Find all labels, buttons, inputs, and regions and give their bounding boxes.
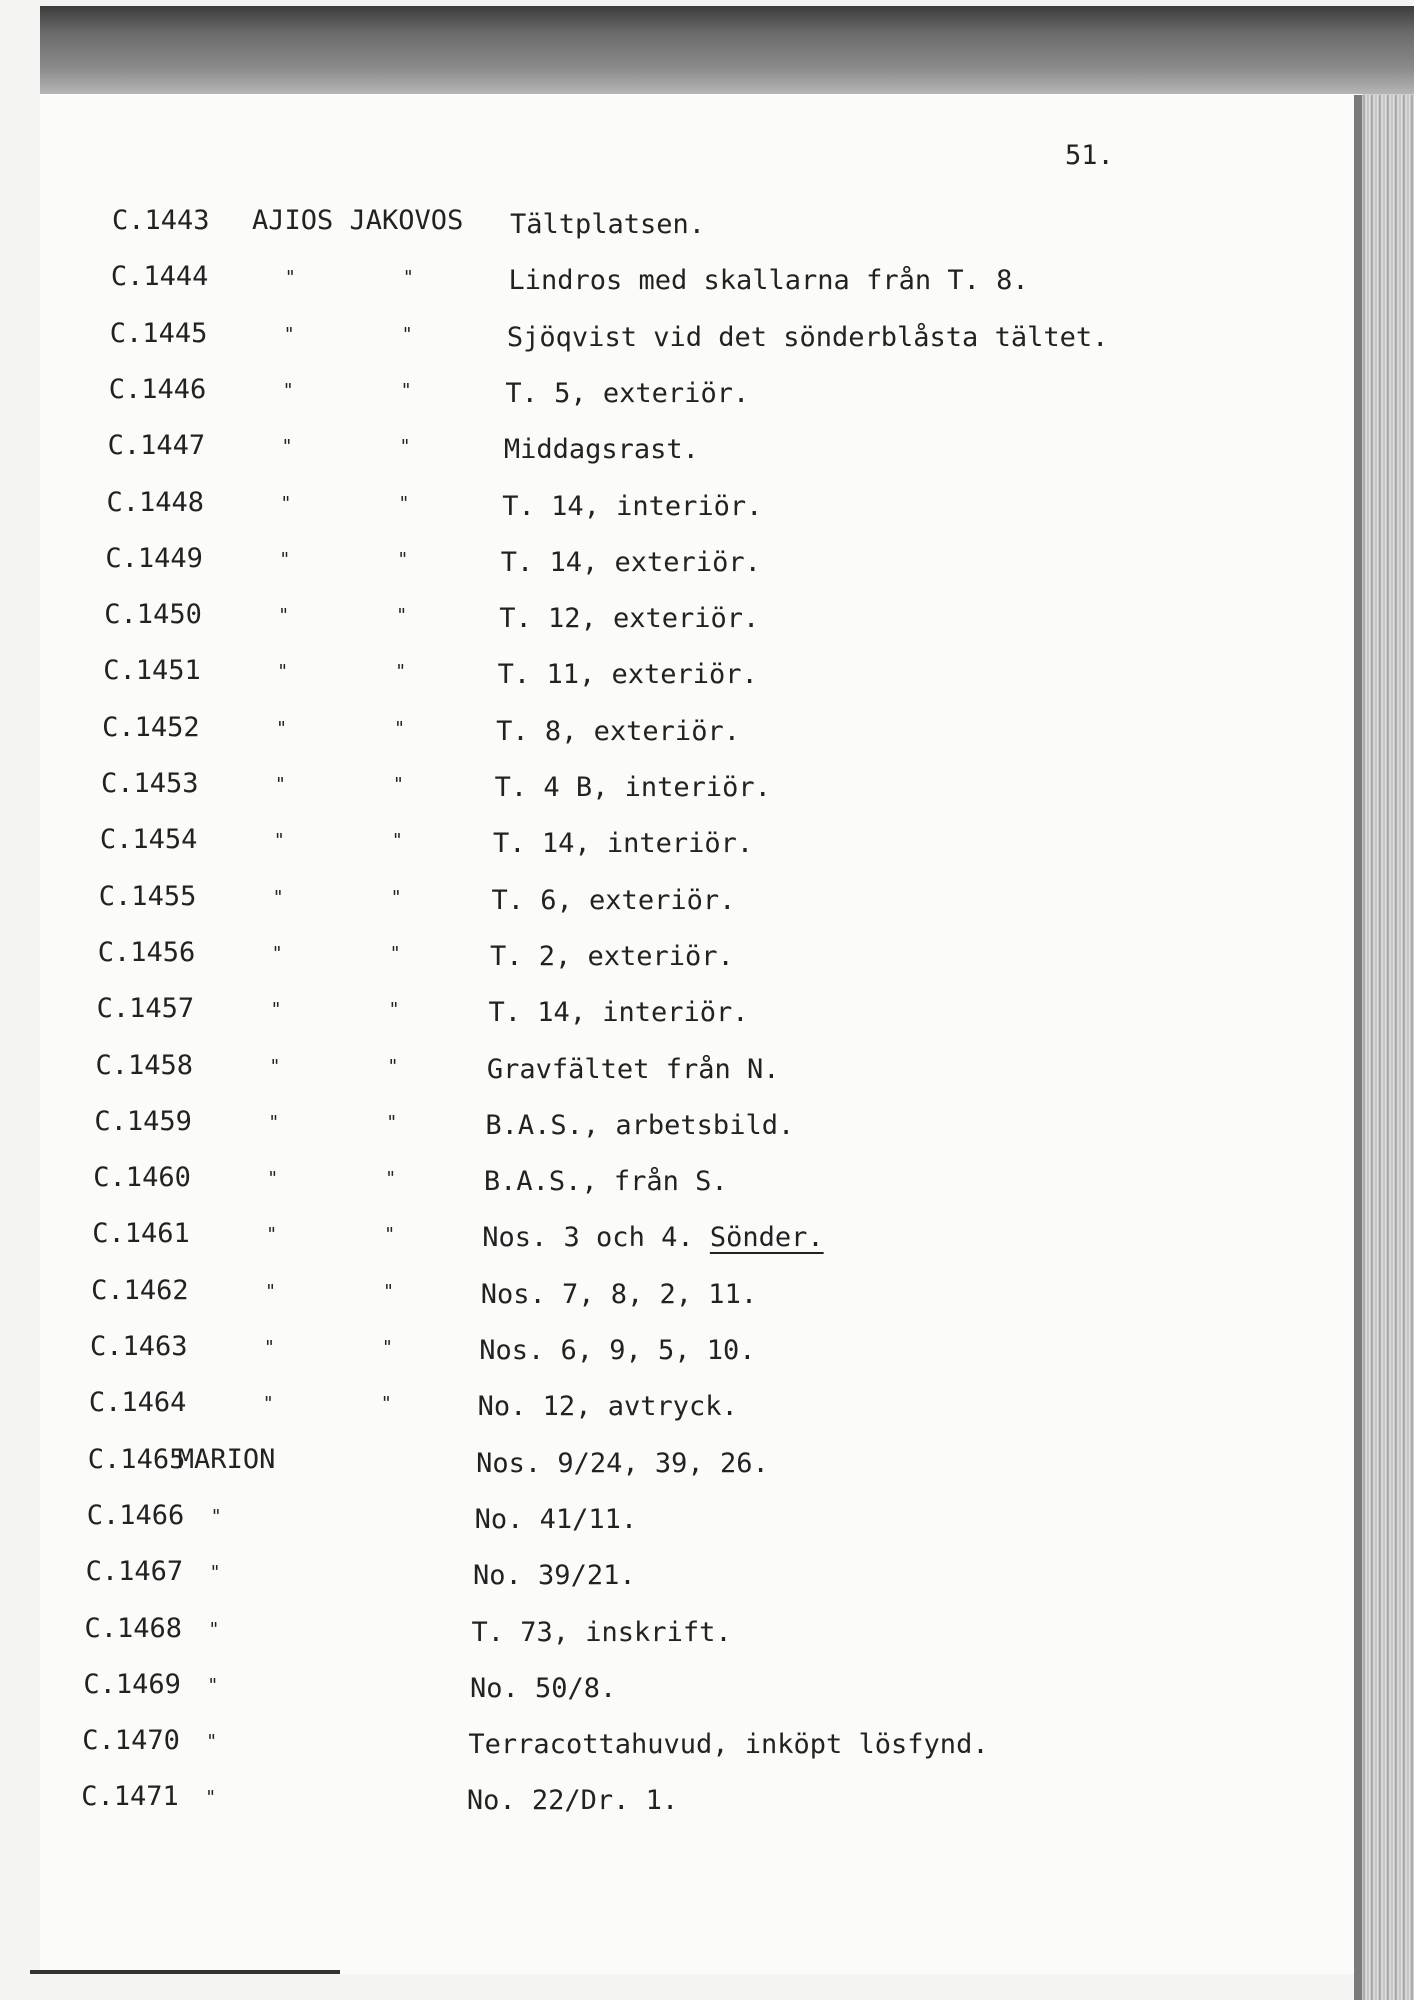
photo-description xyxy=(476,1448,769,1479)
description-text: Nos. 7, 8, 2, 11. xyxy=(480,1278,758,1310)
catalogue-number: C.1467 xyxy=(85,1556,184,1588)
ditto-mark: " xyxy=(264,1337,275,1358)
description-text: Tältplatsen. xyxy=(510,209,706,240)
photo-description xyxy=(504,434,699,465)
catalogue-row xyxy=(0,1781,1300,1821)
catalogue-number: C.1464 xyxy=(88,1387,187,1419)
description-text: T. 14, exteriör. xyxy=(500,546,761,578)
catalogue-number: C.1460 xyxy=(93,1162,191,1194)
description-text: T. 8, exteriör. xyxy=(496,715,740,747)
photo-description xyxy=(485,1110,794,1141)
catalogue-number: C.1461 xyxy=(92,1218,190,1250)
catalogue-number: C.1458 xyxy=(95,1049,194,1081)
catalogue-row xyxy=(0,768,1300,808)
catalogue-row xyxy=(0,543,1300,583)
catalogue-number: C.1454 xyxy=(99,824,198,856)
photo-description xyxy=(496,716,740,747)
catalogue-number: C.1445 xyxy=(109,317,208,349)
photo-description xyxy=(495,772,771,803)
description-text: T. 6, exteriör. xyxy=(491,884,736,916)
photo-description xyxy=(510,209,705,240)
photo-description xyxy=(482,1222,823,1253)
ditto-mark: " xyxy=(270,999,282,1021)
catalogue-row xyxy=(0,1725,1300,1765)
ditto-mark: " xyxy=(284,267,296,289)
ditto-mark: " xyxy=(279,548,291,570)
description-text: Nos. 9/24, 39, 26. xyxy=(476,1447,769,1479)
catalogue-number: C.1450 xyxy=(104,599,202,631)
ditto-mark: " xyxy=(399,436,411,458)
description-text: T. 14, interiör. xyxy=(488,997,749,1029)
photo-description xyxy=(490,941,734,972)
description-text: No. 50/8. xyxy=(469,1672,617,1704)
description-text: Nos. 6, 9, 5, 10. xyxy=(479,1335,756,1366)
catalogue-row xyxy=(0,1556,1300,1596)
catalogue-number: C.1469 xyxy=(83,1668,181,1700)
catalogue-number: C.1448 xyxy=(106,486,205,518)
catalogue-row xyxy=(0,881,1300,921)
catalogue-row xyxy=(0,430,1300,470)
catalogue-row xyxy=(0,655,1300,695)
catalogue-row xyxy=(0,937,1300,977)
description-text: Middagsrast. xyxy=(503,434,699,466)
ditto-mark: " xyxy=(276,717,287,739)
photo-description xyxy=(493,828,753,859)
ditto-mark: " xyxy=(401,323,413,345)
catalogue-number: C.1457 xyxy=(96,993,195,1025)
description-text: T. 4 B, interiör. xyxy=(494,772,771,803)
catalogue-number: C.1456 xyxy=(97,936,196,968)
ditto-mark: " xyxy=(395,661,407,683)
scan-right-edge xyxy=(1362,95,1414,2000)
catalogue-row xyxy=(0,318,1300,358)
description-text: Sjöqvist vid det sönderblåsta tältet. xyxy=(506,321,1109,353)
catalogue-number: C.1468 xyxy=(84,1612,183,1644)
page-number: 51. xyxy=(1065,140,1114,171)
ditto-mark: " xyxy=(210,1505,222,1527)
photo-description xyxy=(467,1785,678,1816)
ditto-mark: " xyxy=(278,605,290,627)
catalogue-number: C.1466 xyxy=(86,1499,185,1531)
ditto-mark: " xyxy=(273,830,285,852)
ditto-mark: " xyxy=(398,492,410,514)
catalogue-row xyxy=(0,487,1300,527)
catalogue-row xyxy=(0,1106,1300,1146)
catalogue-number: C.1449 xyxy=(105,542,203,574)
ditto-mark: " xyxy=(402,267,414,289)
catalogue-number: C.1443 xyxy=(112,205,210,236)
scan-bottom-edge xyxy=(30,1970,340,1974)
ditto-mark: " xyxy=(388,999,400,1021)
description-text: T. 5, exteriör. xyxy=(505,377,750,409)
photo-description xyxy=(478,1391,738,1422)
description-text: T. 14, interiör. xyxy=(502,490,763,522)
catalogue-row xyxy=(0,1500,1300,1540)
description-text: No. 22/Dr. 1. xyxy=(466,1785,679,1817)
photo-description xyxy=(470,1673,616,1704)
description-text: T. 12, exteriör. xyxy=(499,603,760,635)
photo-description xyxy=(501,547,761,578)
ditto-mark: " xyxy=(206,1731,218,1753)
description-text: T. 73, inskrift. xyxy=(471,1616,732,1648)
ditto-mark: " xyxy=(400,379,412,401)
photo-description xyxy=(468,1729,988,1760)
catalogue-number: C.1446 xyxy=(108,373,207,405)
catalogue-number: C.1452 xyxy=(102,711,200,743)
catalogue-number: C.1459 xyxy=(94,1105,192,1137)
ditto-mark: " xyxy=(275,774,286,795)
photo-description xyxy=(472,1617,732,1648)
catalogue-number: C.1463 xyxy=(90,1331,188,1362)
photo-description xyxy=(479,1335,755,1366)
description-text: B.A.S., arbetsbild. xyxy=(485,1109,795,1141)
ditto-mark: " xyxy=(267,1168,279,1190)
ditto-mark: " xyxy=(386,1111,398,1133)
catalogue-row xyxy=(0,599,1300,639)
catalogue-number: C.1465 xyxy=(87,1443,186,1475)
photo-description xyxy=(487,1054,780,1085)
scan-top-edge xyxy=(40,6,1414,94)
ditto-mark: " xyxy=(207,1674,219,1696)
catalogue-number: C.1453 xyxy=(101,768,199,799)
description-text: Terracottahuvud, inköpt lösfynd. xyxy=(468,1729,989,1761)
catalogue-number: C.1451 xyxy=(103,655,201,687)
ditto-mark: " xyxy=(271,942,283,964)
photo-description xyxy=(492,885,736,916)
catalogue-number: C.1462 xyxy=(91,1274,189,1306)
photo-description xyxy=(488,997,748,1028)
catalogue-row xyxy=(0,1275,1300,1315)
photo-description xyxy=(498,659,758,690)
description-text: No. 12, avtryck. xyxy=(477,1391,738,1423)
ditto-mark: " xyxy=(384,1224,396,1246)
catalogue-row xyxy=(0,374,1300,414)
photo-description xyxy=(508,265,1028,296)
ditto-mark: " xyxy=(393,774,404,795)
catalogue-row xyxy=(0,1669,1300,1709)
catalogue-row xyxy=(0,205,1300,245)
description-text: No. 39/21. xyxy=(473,1560,636,1592)
catalogue-number: C.1447 xyxy=(107,430,206,462)
ditto-mark: " xyxy=(209,1562,221,1584)
catalogue-number: C.1470 xyxy=(82,1725,180,1757)
ditto-mark: " xyxy=(380,1393,392,1415)
description-note-underlined: Sönder. xyxy=(709,1222,824,1254)
ditto-mark: " xyxy=(277,661,289,683)
photo-description xyxy=(484,1166,728,1197)
ditto-mark: " xyxy=(282,379,294,401)
catalogue-number: C.1444 xyxy=(110,261,209,293)
description-text: T. 2, exteriör. xyxy=(489,940,734,972)
ditto-mark: " xyxy=(396,605,408,627)
site-name: MARION xyxy=(177,1443,276,1475)
description-text: Lindros med skallarna från T. 8. xyxy=(508,265,1029,297)
catalogue-number: C.1455 xyxy=(98,880,197,912)
catalogue-row xyxy=(0,993,1300,1033)
catalogue-row xyxy=(0,1387,1300,1427)
photo-description xyxy=(481,1279,757,1310)
description-text: T. 11, exteriör. xyxy=(497,659,758,691)
ditto-mark: " xyxy=(269,1055,281,1077)
ditto-mark: " xyxy=(397,548,409,570)
ditto-mark: " xyxy=(205,1787,217,1809)
catalogue-number: C.1471 xyxy=(81,1781,179,1813)
ditto-mark: " xyxy=(394,717,405,739)
site-name: AJIOS JAKOVOS xyxy=(252,205,464,236)
catalogue-row xyxy=(0,1162,1300,1202)
ditto-mark: " xyxy=(281,436,293,458)
ditto-mark: " xyxy=(382,1337,393,1358)
ditto-mark: " xyxy=(262,1393,274,1415)
ditto-mark: " xyxy=(390,886,402,908)
photo-description xyxy=(473,1560,636,1591)
ditto-mark: " xyxy=(283,323,295,345)
ditto-mark: " xyxy=(389,942,401,964)
photo-description xyxy=(505,378,749,409)
ditto-mark: " xyxy=(208,1618,220,1640)
ditto-mark: " xyxy=(385,1168,397,1190)
catalogue-row xyxy=(0,1218,1300,1258)
catalogue-row xyxy=(0,1050,1300,1090)
ditto-mark: " xyxy=(387,1055,399,1077)
description-text: Nos. 3 och 4. xyxy=(482,1222,694,1254)
description-text: T. 14, interiör. xyxy=(493,828,754,860)
ditto-mark: " xyxy=(391,830,403,852)
photo-description xyxy=(499,603,759,634)
photo-description xyxy=(475,1504,638,1535)
catalogue-row xyxy=(0,712,1300,752)
catalogue-row xyxy=(0,824,1300,864)
catalogue-row xyxy=(0,261,1300,301)
catalogue-row xyxy=(0,1613,1300,1653)
photo-description xyxy=(502,491,762,522)
ditto-mark: " xyxy=(268,1111,280,1133)
ditto-mark: " xyxy=(383,1280,394,1302)
ditto-mark: " xyxy=(272,886,284,908)
description-text: Gravfältet från N. xyxy=(486,1053,780,1085)
ditto-mark: " xyxy=(265,1280,276,1302)
description-text: B.A.S., från S. xyxy=(483,1166,728,1198)
catalogue-row xyxy=(0,1444,1300,1484)
photo-description xyxy=(507,322,1108,353)
ditto-mark: " xyxy=(280,492,292,514)
description-text: No. 41/11. xyxy=(474,1503,638,1535)
catalogue-row xyxy=(0,1331,1300,1371)
ditto-mark: " xyxy=(266,1224,278,1246)
